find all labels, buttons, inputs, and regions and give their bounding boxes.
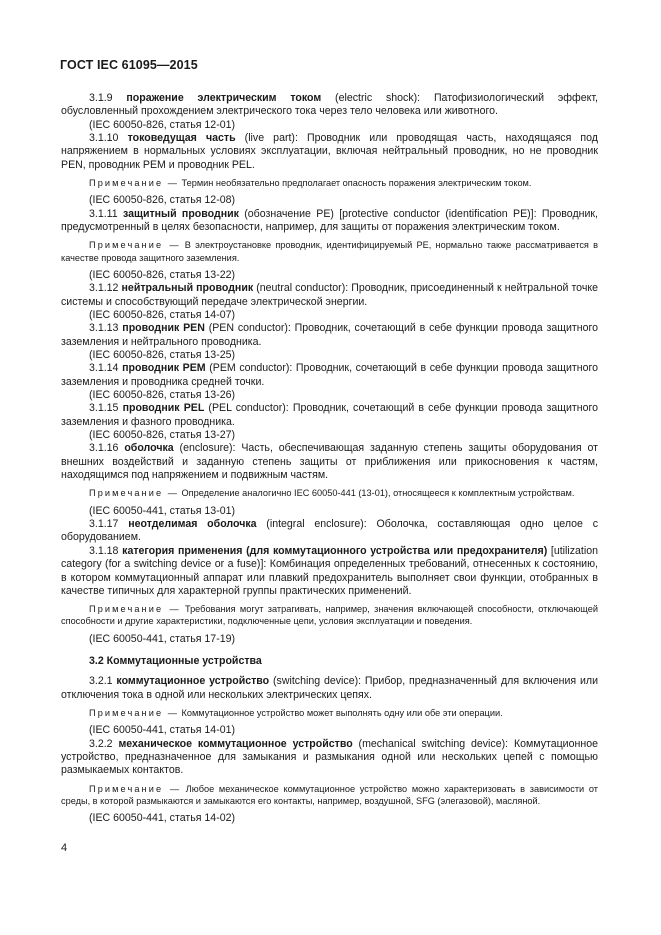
note (61, 487, 598, 499)
reference: (IEC 60050-441, статья 17-19) (89, 632, 236, 645)
note (61, 603, 598, 628)
definition-3-1-14 (61, 362, 598, 389)
definition-3-1-18 (61, 545, 598, 598)
definition-3-2-2 (61, 738, 598, 778)
clause-number: 3.1.10 (89, 132, 119, 145)
note-label: Примечание (89, 783, 164, 794)
reference: (IEC 60050-826, статья 13-22) (89, 268, 236, 281)
note (61, 783, 598, 808)
note-text: Требования могут затрагивать, например, значения включающей способности, отключающей способности и другие характеристики, подключенные цепи, условия эксплуатации и поведения. (61, 604, 598, 627)
definition-text: (integral enclosure): Оболочка, составляющая одно целое с оборудованием. (61, 518, 598, 544)
clause-number: 3.1.18 (89, 544, 119, 557)
definition-3-1-11 (61, 208, 598, 235)
definition-text: (PEM conductor): Проводник, сочетающий в себе функции провода защитного заземления и проводника средней точки. (61, 362, 598, 388)
note-text: Определение аналогично IEC 60050-441 (13-01), относящееся к комплектным устройствам. (181, 488, 575, 499)
clause-number: 3.2.2 (89, 737, 113, 750)
note-text: В электроустановке проводник, идентифицируемый PE, нормально также рассматривается в качестве провода защитного заземления. (61, 240, 598, 263)
definition-text: (enclosure): Часть, обеспечивающая заданную степень защиты оборудования от внешних воздействий и заданную степень защиты от приближения или прикосновения к частям, находящимся под напряжением и подвижным частям. (61, 442, 598, 482)
reference: (IEC 60050-826, статья 13-27) (89, 429, 236, 442)
definition-3-1-17 (61, 518, 598, 545)
note-text: Термин необязательно предполагает опасность поражения электрическим током. (181, 178, 532, 189)
term: коммутационное устройство (116, 675, 270, 688)
term: нейтральный проводник (121, 282, 254, 295)
reference: (IEC 60050-441, статья 14-01) (89, 724, 236, 737)
clause-number: 3.1.16 (89, 442, 119, 455)
term: оболочка (124, 442, 174, 455)
note-label: Примечание (89, 708, 164, 719)
term: поражение электрическим током (126, 92, 322, 104)
definition-text: (PEN conductor): Проводник, сочетающий в себе функции провода защитного заземления и нейтрального проводника. (61, 322, 598, 348)
section-heading: 3.2 Коммутационные устройства (89, 655, 262, 668)
note-dash: — (169, 783, 180, 794)
clause-number: 3.1.15 (89, 402, 119, 415)
reference: (IEC 60050-441, статья 14-02) (89, 812, 236, 825)
clause-number: 3.1.13 (89, 322, 119, 335)
reference: (IEC 60050-826, статья 14-07) (89, 309, 236, 322)
clause-number: 3.1.14 (89, 362, 119, 375)
document-body (61, 92, 598, 826)
reference: (IEC 60050-826, статья 12-08) (89, 194, 236, 207)
definition-3-2-1 (61, 675, 598, 702)
reference: (IEC 60050-826, статья 13-25) (89, 349, 236, 362)
definition-text: (live part): Проводник или проводящая часть, находящаяся под напряжением в нормальных условиях эксплуатации, включая нейтральный проводник, но не проводник PEN, проводник PEM и проводник PEL. (61, 132, 598, 171)
note (61, 239, 598, 264)
clause-number: 3.2.1 (89, 675, 113, 688)
note-dash: — (167, 488, 177, 499)
page-number: 4 (61, 842, 68, 854)
reference: (IEC 60050-826, статья 12-01) (89, 118, 236, 131)
note (61, 177, 598, 189)
term: проводник PEN (122, 322, 205, 335)
definition-3-1-10 (61, 132, 598, 172)
term: токоведущая часть (127, 132, 236, 145)
note-text: Любое механическое коммутационное устройство можно характеризовать в зависимости от среды, в которой размыкаются и замыкаются его контакты, например, воздушной, SFG (элегазовой), масляной. (61, 783, 598, 807)
note-label: Примечание (89, 178, 164, 189)
note (61, 707, 598, 719)
note-dash: — (169, 240, 179, 251)
reference: (IEC 60050-441, статья 13-01) (89, 504, 236, 517)
term: механическое коммутационное устройство (118, 737, 353, 750)
reference: (IEC 60050-826, статья 13-26) (89, 389, 236, 402)
note-label: Примечание (89, 604, 164, 615)
note-dash: — (167, 708, 177, 719)
clause-number: 3.1.11 (89, 207, 118, 220)
term: проводник PEL (122, 402, 205, 415)
definition-3-1-15 (61, 402, 598, 429)
clause-number: 3.1.17 (89, 518, 119, 531)
definition-text: [utilization category (for a switching device or a fuse)]: Комбинация определенных требований, отнесенных к состоянию, в котором коммутационный аппарат или плавкий предохранитель выполняет свои функции, отобранных в качестве типичных для характерной группы практических применений. (61, 544, 598, 597)
note-dash: — (169, 604, 179, 615)
definition-3-1-9 (61, 92, 598, 119)
clause-number: 3.1.12 (89, 282, 119, 295)
definition-text: (electric shock): Патофизиологический эффект, обусловленный прохождением электрического тока через тело человека или животного. (61, 92, 598, 118)
document-header: ГОСТ IEC 61095—2015 (60, 58, 198, 72)
definition-3-1-13 (61, 322, 598, 349)
definition-3-1-16 (61, 442, 598, 482)
definition-text: (neutral conductor): Проводник, присоединенный к нейтральной точке системы и способствующий передаче электрической энергии. (61, 282, 598, 308)
definition-text: (PEL conductor): Проводник, сочетающий в себе функции провода защитного заземления и фазного проводника. (61, 402, 598, 428)
term: категория применения (для коммутационного устройства или предохранителя) (122, 544, 548, 557)
note-label: Примечание (89, 240, 164, 251)
term: защитный проводник (123, 207, 239, 220)
term: неотделимая оболочка (128, 518, 257, 531)
note-dash: — (167, 178, 177, 189)
definition-3-1-12 (61, 282, 598, 309)
clause-number: 3.1.9 (89, 92, 113, 104)
definition-text: (mechanical switching device): Коммутационное устройство, предназначенное для замыкания и размыкания одной или нескольких цепей с помощью размыкаемых контактов. (61, 737, 598, 777)
definition-text: (switching device): Прибор, предназначенный для включения или отключения тока в одной или нескольких электрических цепях. (61, 675, 598, 701)
note-text: Коммутационное устройство может выполнять одну или обе эти операции. (181, 708, 503, 719)
note-label: Примечание (89, 488, 164, 499)
term: проводник PEM (122, 362, 206, 375)
definition-text: (обозначение PE) [protective conductor (identification PE)]: Проводник, предусмотренный в целях безопасности, например, для защиты от поражения электрическим током. (61, 207, 598, 234)
